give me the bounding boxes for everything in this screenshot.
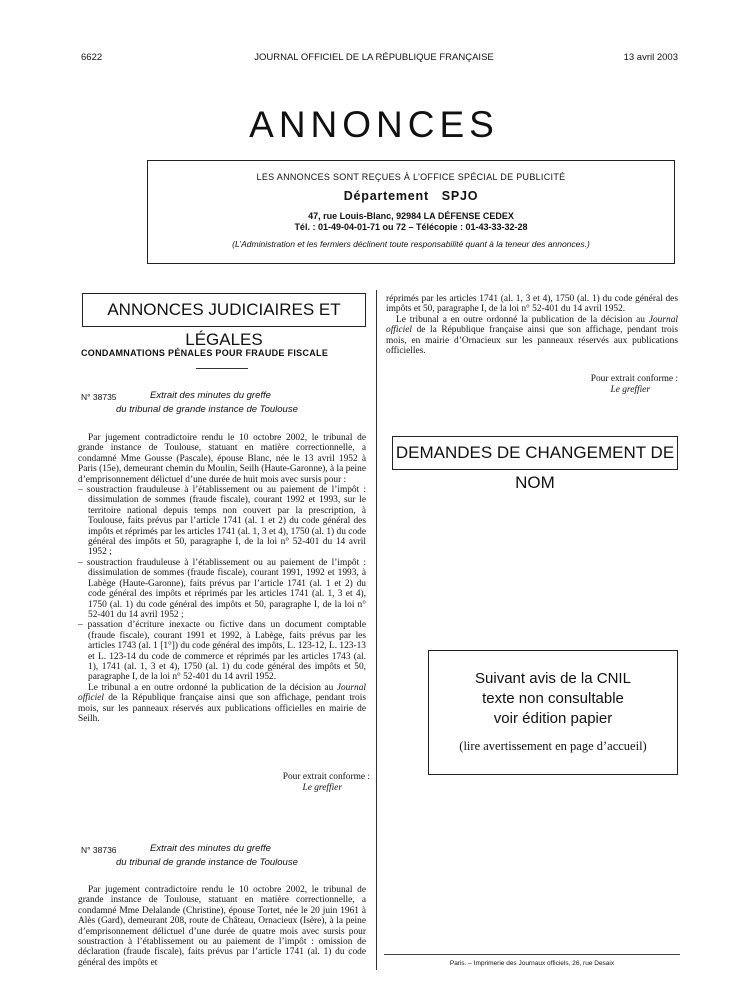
publicity-info-box: [147, 160, 675, 264]
notice-source-line2: du tribunal de grande instance de Toulouse: [116, 857, 298, 868]
cnil-line: Suivant avis de la CNIL: [475, 670, 631, 687]
page-title: ANNONCES: [249, 104, 499, 145]
notice-source-line1: Extrait des minutes du greffe: [150, 843, 271, 854]
notice-signature: Pour extrait conforme : Le greffier: [590, 374, 678, 395]
subheading-rule: [196, 368, 248, 369]
judicial-section-heading: ANNONCES JUDICIAIRES ET LÉGALES: [82, 293, 366, 327]
column-divider: [376, 290, 377, 970]
page-number: 6622: [81, 52, 103, 63]
notice-source-line2: du tribunal de grande instance de Toulouse: [116, 404, 298, 415]
notice-number: N° 38735: [81, 392, 117, 402]
name-change-section-heading: DEMANDES DE CHANGEMENT DE NOM: [392, 436, 678, 470]
notice-intro: Par jugement contradictoire rendu le 10 octobre 2002, le tribunal de grande instance de Toulouse, statuant en matière correctionnelle, a condamné Mme Gousse (Pascale), épouse Blanc, née le 13 avril 1952 à Paris (15e), demeurant chemin du Moulin, Seilh (Haute-Garonne), à la peine d’emprisonnement délictuel d’une durée de huit mois avec sursis pour :: [78, 433, 366, 485]
cnil-note: (lire avertissement en page d’accueil): [459, 739, 647, 753]
cnil-line: texte non consultable: [482, 690, 624, 707]
notice-publication: Le tribunal a en outre ordonné la publication de la décision au Journal officiel de la République française ainsi que son affichage, pendant trois mois, sur les panneaux réservés aux publications officielles en mairie de Seilh.: [78, 682, 366, 724]
publicity-office-line: LES ANNONCES SONT REÇUES À L’OFFICE SPÉCIAL DE PUBLICITÉ: [256, 172, 566, 182]
notice-signature: Pour extrait conforme : Le greffier: [282, 772, 370, 793]
notice-continuation: [386, 294, 678, 356]
continuation-text: réprimés par les articles 1741 (al. 1, 3 et 4), 1750 (al. 1) du code général des impôts et 50, paragraphe I, de la loi n° 52-401 du 14 avril 1952.: [386, 294, 678, 315]
notice-body: [78, 885, 366, 968]
charge-item: – soustraction frauduleuse à l’établissement ou au paiement de l’impôt : dissimulation de sommes (fraude fiscale), courant 1991, 1992 et 1993, à Labège (Haute-Garonne), faits prévus par l’article 1741 (al. 1 et 2) du code général des impôts et réprimés par les articles 1741 (al. 1, 3 et 4), 1750 (al. 1) du code général des impôts et 50, paragraphe I, de la loi n° 52-401 du 14 avril 1952 ;: [78, 557, 366, 620]
footer-imprint: Paris. – Imprimerie des Journaux officiels, 26, rue Desaix: [449, 960, 615, 967]
department-name: Département SPJO: [343, 189, 479, 203]
notice-intro: Par jugement contradictoire rendu le 10 octobre 2002, le tribunal de grande instance de Toulouse, statuant en matière correctionnelle, a condamné Mme Delalande (Christine), épouse Tortet, née le 20 juin 1961 à Alès (Gard), demeurant 208, route de Château, Ornacieux (Isère), à la peine d’emprisonnement délictuel d’une durée de quatre mois avec sursis pour soustraction à l’établissement ou au paiement de l’impôt : omission de déclaration (fraude fiscale), faits prévus par l’article 1741 (al. 1) du code général des impôts et: [78, 885, 366, 968]
charge-item: – soustraction frauduleuse à l’établissement ou au paiement de l’impôt : dissimulation de sommes (fraude fiscale), courant 1992 et 1993, sur le territoire national depuis temps non couvert par la prescription, à Toulouse, faits prévus par l’article 1741 (al. 1 et 2) du code général des impôts et réprimés par les articles 1741 (al. 1, 3 et 4), 1750 (al. 1) du code général des impôts et 50, paragraphe I, de la loi n° 52-401 du 14 avril 1952 ;: [78, 485, 366, 558]
footer-rule: [384, 954, 680, 955]
notice-number: N° 38736: [81, 845, 117, 855]
notice-publication: Le tribunal a en outre ordonné la publication de la décision au Journal officiel de la République française ainsi que son affichage, pendant trois mois, en mairie d’Ornacieux sur les panneaux réservés aux publications officielles.: [386, 314, 678, 357]
notice-body: [78, 433, 366, 724]
office-phones: Tél. : 01-49-04-01-71 ou 72 – Télécopie : 01-43-33-32-28: [294, 222, 528, 232]
cnil-line: voir édition papier: [493, 710, 613, 727]
issue-date: 13 avril 2003: [623, 52, 678, 63]
journal-title: JOURNAL OFFICIEL DE LA RÉPUBLIQUE FRANÇAISE: [254, 52, 494, 63]
office-address: 47, rue Louis-Blanc, 92984 LA DÉFENSE CEDEX: [308, 211, 514, 221]
cnil-notice-box: [428, 650, 678, 775]
penal-subheading: CONDAMNATIONS PÉNALES POUR FRAUDE FISCALE: [81, 348, 329, 358]
notice-source-line1: Extrait des minutes du greffe: [150, 390, 271, 401]
disclaimer-note: (L’Administration et les fermiers déclinent toute responsabilité quant à la teneur des annonces.): [232, 239, 590, 249]
charge-item: – passation d’écriture inexacte ou fictive dans un document comptable (fraude fiscale), courant 1991 et 1992, à Labège, faits prévus par les articles 1743 (al. 1 [1°]) du code général des impôts, L. 123-12, L. 123-13 et L. 123-14 du code de commerce et réprimés par les articles 1743 (al. 1), 1741 (al. 1, 3 et 4), 1750 (al. 1) du code général des impôts et 50, paragraphe I, de la loi n° 52-401 du 14 avril 1952.: [78, 620, 366, 683]
